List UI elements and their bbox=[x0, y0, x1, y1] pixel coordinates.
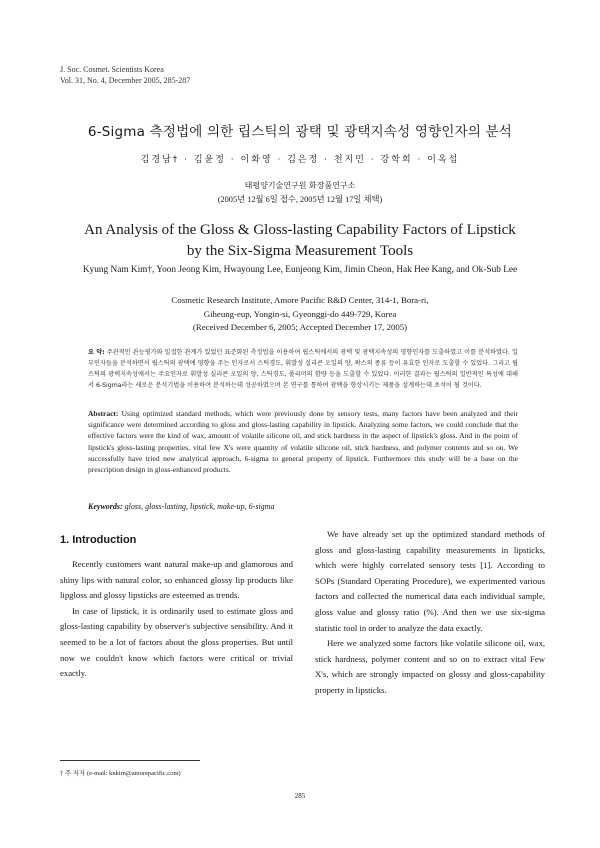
received-dates: (Received December 6, 2005; Accepted December 17, 2005) bbox=[192, 322, 408, 332]
paragraph: Here we analyzed some factors like volatile silicone oil, wax, stick hardness, polymer content and so on to extract vital Few X's, which are strongly impacted on glossy and gloss-capability property in lipsticks. bbox=[315, 638, 545, 695]
korean-title: 6-Sigma 측정법에 의한 립스틱의 광택 및 광택지속성 영향인자의 분석 bbox=[87, 124, 513, 140]
english-abstract-text: Using optimized standard methods, which were previously done by sensory tests, many factors have been analyzed and their significance were determined according to gloss and gloss-lasting capability in lipstick. Analyzing some factors, we could conclude that the effective factors were the kind of wax, amount of volatile silicone oil, and stick hardness in the aspect of lipstick's gloss. And in the point of lipstick's gloss-lasting properties, vital few X's were quantity of volatile silicone oil, stick hardness, and polymer contents and so on. We successfully have tried new analytical approach, 6-sigma to general property of lipstick. Furthermore this study will be a base on the prescription design in gloss-enhanced products. bbox=[88, 409, 518, 475]
journal-volume: Vol. 31, No. 4, December 2005, 285-287 bbox=[60, 76, 191, 85]
left-column bbox=[60, 557, 293, 682]
korean-dates: (2005년 12월 6일 접수, 2005년 12월 17일 채택) bbox=[217, 195, 383, 204]
english-authors: Kyung Nam Kim†, Yoon Jeong Kim, Hwayoung Lee, Eunjeong Kim, Jimin Cheon, Hak Hee Kang, and Ok-Sub Lee bbox=[82, 265, 518, 275]
corresponding-author-footnote: † 주 저자 (e-mail: knkim@amorepacific.com) bbox=[60, 770, 181, 777]
affiliation-line1: Cosmetic Research Institute, Amore Pacific R&D Center, 314-1, Bora-ri, bbox=[171, 295, 429, 305]
journal-header bbox=[60, 64, 190, 86]
english-abstract bbox=[88, 408, 518, 475]
page-number: 285 bbox=[294, 792, 306, 800]
keywords-text: gloss, gloss-lasting, lipstick, make-up, 6-sigma bbox=[122, 502, 275, 511]
korean-abstract bbox=[88, 347, 518, 391]
keywords bbox=[88, 502, 518, 511]
footnote-divider bbox=[60, 760, 200, 761]
paragraph: Recently customers want natural make-up and glamorous and shiny lips with natural color, so enhanced glossy lip products like lipgloss and glossy lipsticks are esteemed as trends. bbox=[60, 559, 293, 601]
korean-authors: 김경남† · 김윤정 · 이화영 · 김은정 · 천지민 · 강학희 · 이옥섭 bbox=[140, 155, 460, 165]
english-title-line2: by the Six-Sigma Measurement Tools bbox=[186, 243, 414, 259]
affiliation-line2: Giheung-eup, Yongin-si, Gyeonggi-do 449-729, Korea bbox=[203, 308, 397, 319]
english-title-line1: An Analysis of the Gloss & Gloss-lasting Capability Factors of Lipstick bbox=[84, 222, 516, 238]
english-title bbox=[0, 220, 600, 262]
keywords-label: Keywords: bbox=[88, 502, 123, 511]
korean-abstract-text: 주관적인 관능평가와 밀접한 관계가 있었던 표준화된 측정법을 이용하여 립스틱에서의 광택 및 광택지속성의 영향인자를 도출하였고 이를 분석하였다. 일부인자들을 분석하면서 립스틱의 광택에 영향을 주는 인자로서 스틱경도, 휘발성 실리콘 오일의 양, 왁스의 종류 등이 유효한 인자로 도출할 수 있었다. 그리고 립스틱의 광택지속성에서는 주요인자로 휘발성 실리콘 오일의 양, 스틱경도, 폴리머의 함량 등을 도출할 수 있었다. 이러한 결과는 립스틱의 일반적인 특성에 대해서 6-Sigma라는 새로운 분석기법을 이용하여 분석하는데 성공하였으며 본 연구를 통하여 광택을 향상시키는 제품을 설계하는데 초석이 될 것이다. bbox=[88, 349, 518, 389]
section-heading-introduction: 1. Introduction bbox=[60, 534, 137, 546]
paragraph: In case of lipstick, it is ordinarily used to estimate gloss and gloss-lasting capability by observer's subjective sensibility. And it seemed to be a lot of factors about the gloss properties. But until now we couldn't know which factors were critical or trivial exactly. bbox=[60, 605, 293, 679]
journal-name: J. Soc. Cosmet. Scientists Korea bbox=[60, 65, 164, 74]
english-abstract-label: Abstract: bbox=[88, 409, 119, 418]
paragraph: We have already set up the optimized standard methods of gloss and gloss-lasting capability measurements in lipsticks, which were highly correlated sensory tests [1]. According to SOPs (Standard Operating Procedure), we experimented various factors and collected the numerical data each individual sample, gloss value and glossy ratio (%). And then we use six-sigma statistic tool in order to analyze the data exactly. bbox=[315, 529, 545, 633]
korean-abstract-label: 요 약: bbox=[88, 349, 105, 356]
right-column bbox=[315, 527, 545, 699]
english-affiliation bbox=[0, 294, 600, 335]
korean-affiliation: 태평양기술연구원 화장품연구소 bbox=[244, 181, 356, 190]
